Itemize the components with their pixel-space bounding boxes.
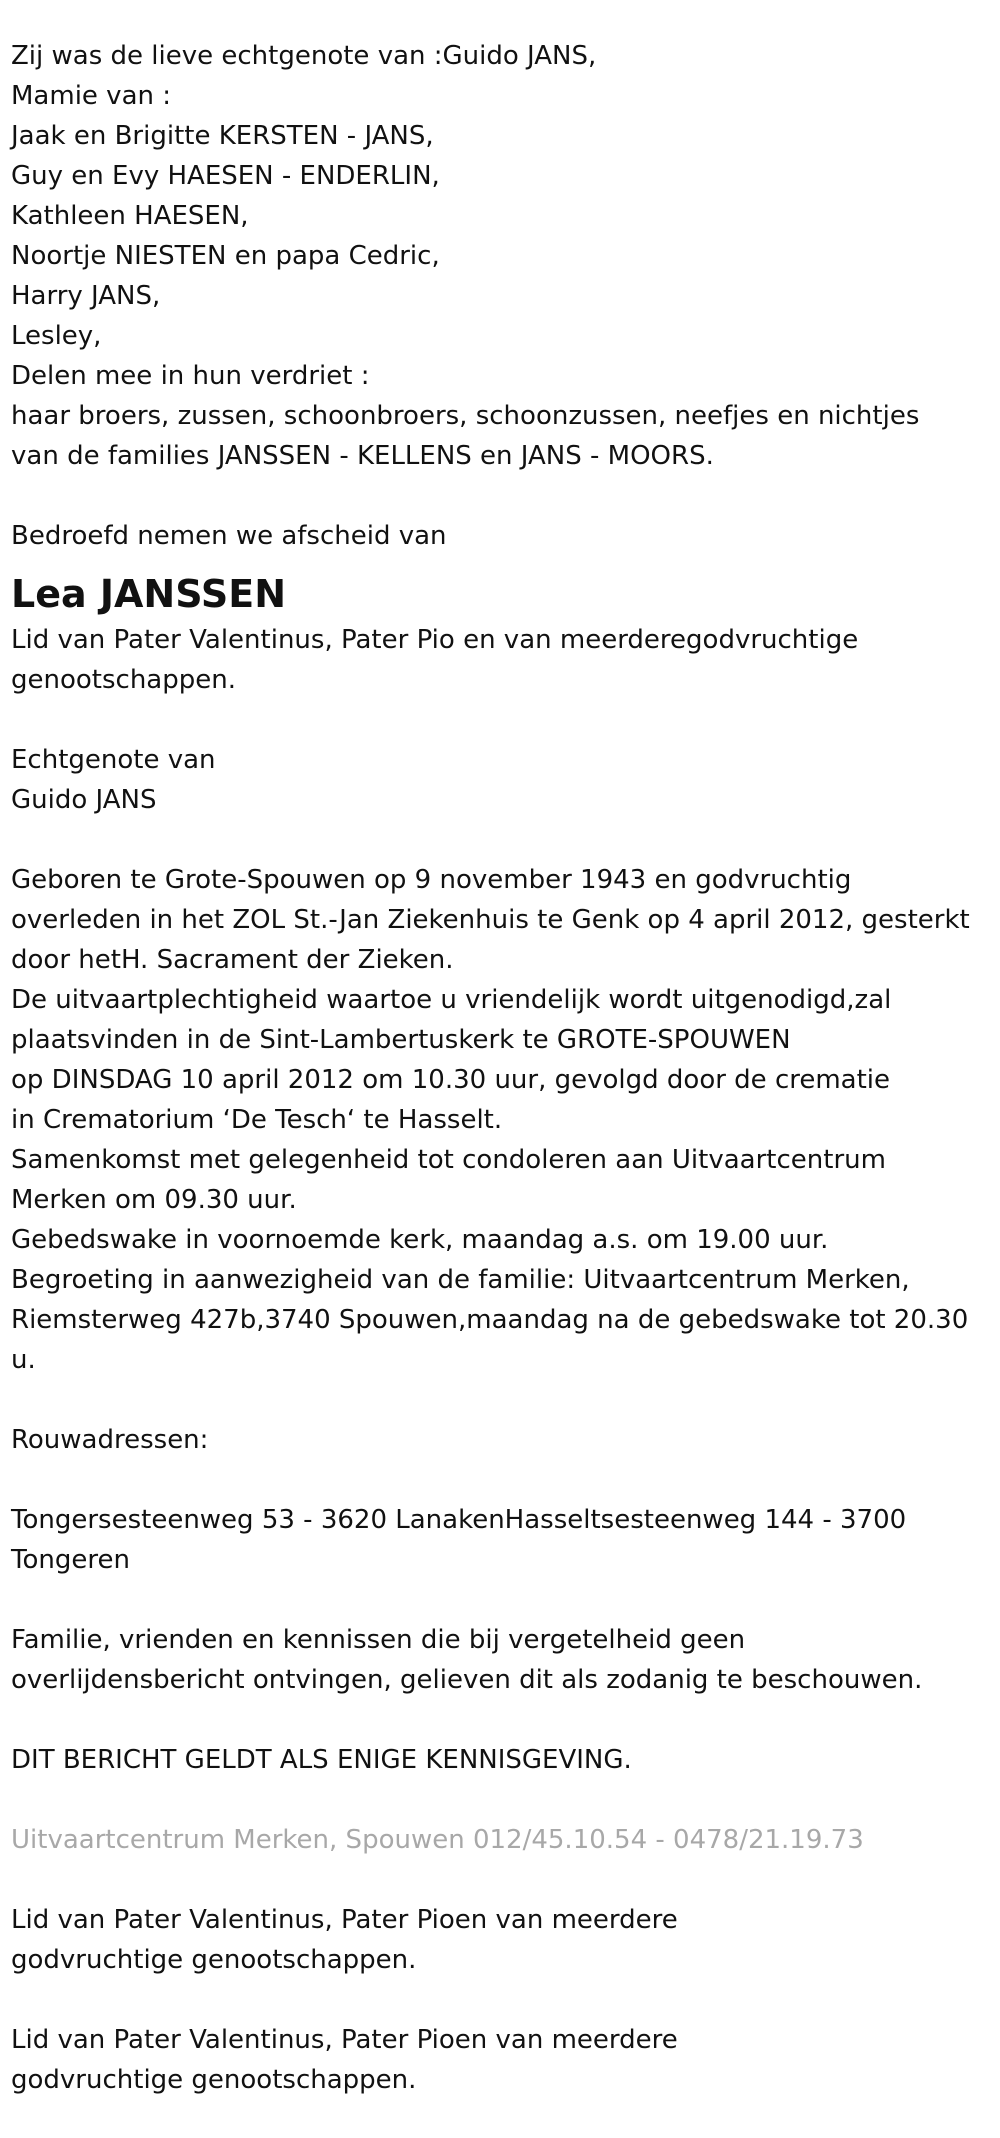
notice-line: overlijdensbericht ontvingen, gelieven dit als zodanig te beschouwen. [11,1665,923,1695]
details-line: De uitvaartplechtigheid waartoe u vriendelijk wordt uitgenodigd,zal [11,985,892,1015]
intro-line: Kathleen HAESEN, [11,201,249,231]
spouse-name: Guido JANS [11,785,157,815]
spacer [11,476,989,516]
intro-line: Mamie van : [11,81,171,111]
spacer [11,1380,989,1420]
address-line: Tongersesteenweg 53 - 3620 LanakenHasseltsesteenweg 144 - 3700 [11,1505,907,1535]
intro-section [11,36,989,476]
details-line: Riemsterweg 427b,3740 Spouwen,maandag na de gebedswake tot 20.30 [11,1305,969,1335]
official-notice: DIT BERICHT GELDT ALS ENIGE KENNISGEVING. [11,1745,632,1775]
membership-line: genootschappen. [11,665,236,695]
spacer [11,1860,989,1900]
details-line: in Crematorium ‘De Tesch‘ te Hasselt. [11,1105,503,1135]
intro-line: Delen mee in hun verdriet : [11,361,370,391]
details-line: Begroeting in aanwezigheid van de familie: Uitvaartcentrum Merken, [11,1265,910,1295]
spacer [11,700,989,740]
spacer [11,1980,989,2020]
details-line: plaatsvinden in de Sint-Lambertuskerk te GROTE-SPOUWEN [11,1025,791,1055]
intro-line: Guy en Evy HAESEN - ENDERLIN, [11,161,440,191]
deceased-name: Lea JANSSEN [11,572,286,616]
details-line: Geboren te Grote-Spouwen op 9 november 1943 en godvruchtig [11,865,852,895]
details-section [11,860,989,1380]
membership-repeat-line: Lid van Pater Valentinus, Pater Pioen van meerdere [11,2025,678,2055]
intro-line: van de families JANSSEN - KELLENS en JANS - MOORS. [11,441,714,471]
spacer [11,820,989,860]
intro-line: Jaak en Brigitte KERSTEN - JANS, [11,121,434,151]
spacer [11,1460,989,1500]
spacer [11,1700,989,1740]
intro-line: Lesley, [11,321,102,351]
intro-line: Noortje NIESTEN en papa Cedric, [11,241,440,271]
address-line: Tongeren [11,1545,130,1575]
spacer [11,556,989,562]
membership-repeat-line: godvruchtige genootschappen. [11,1945,417,1975]
details-line: Merken om 09.30 uur. [11,1185,297,1215]
details-line: u. [11,1345,36,1375]
announce-text: Bedroefd nemen we afscheid van [11,521,447,551]
spacer [11,1580,989,1620]
spacer [11,1780,989,1820]
notice-line: Familie, vrienden en kennissen die bij vergetelheid geen [11,1625,746,1655]
addresses-label: Rouwadressen: [11,1425,209,1455]
intro-line: Zij was de lieve echtgenote van :Guido JANS, [11,41,597,71]
spouse-label: Echtgenote van [11,745,216,775]
details-line: overleden in het ZOL St.-Jan Ziekenhuis te Genk op 4 april 2012, gesterkt [11,905,970,935]
membership-repeat-line: godvruchtige genootschappen. [11,2065,417,2095]
details-line: Gebedswake in voornoemde kerk, maandag a.s. om 19.00 uur. [11,1225,829,1255]
details-line: Samenkomst met gelegenheid tot condoleren aan Uitvaartcentrum [11,1145,886,1175]
membership-repeat-line: Lid van Pater Valentinus, Pater Pioen van meerdere [11,1905,678,1935]
intro-line: Harry JANS, [11,281,161,311]
membership-line: Lid van Pater Valentinus, Pater Pio en van meerderegodvruchtige [11,625,859,655]
funeral-home-contact: Uitvaartcentrum Merken, Spouwen 012/45.10.54 - 0478/21.19.73 [11,1825,864,1855]
details-line: door hetH. Sacrament der Zieken. [11,945,454,975]
intro-line: haar broers, zussen, schoonbroers, schoonzussen, neefjes en nichtjes [11,401,920,431]
details-line: op DINSDAG 10 april 2012 om 10.30 uur, gevolgd door de crematie [11,1065,891,1095]
